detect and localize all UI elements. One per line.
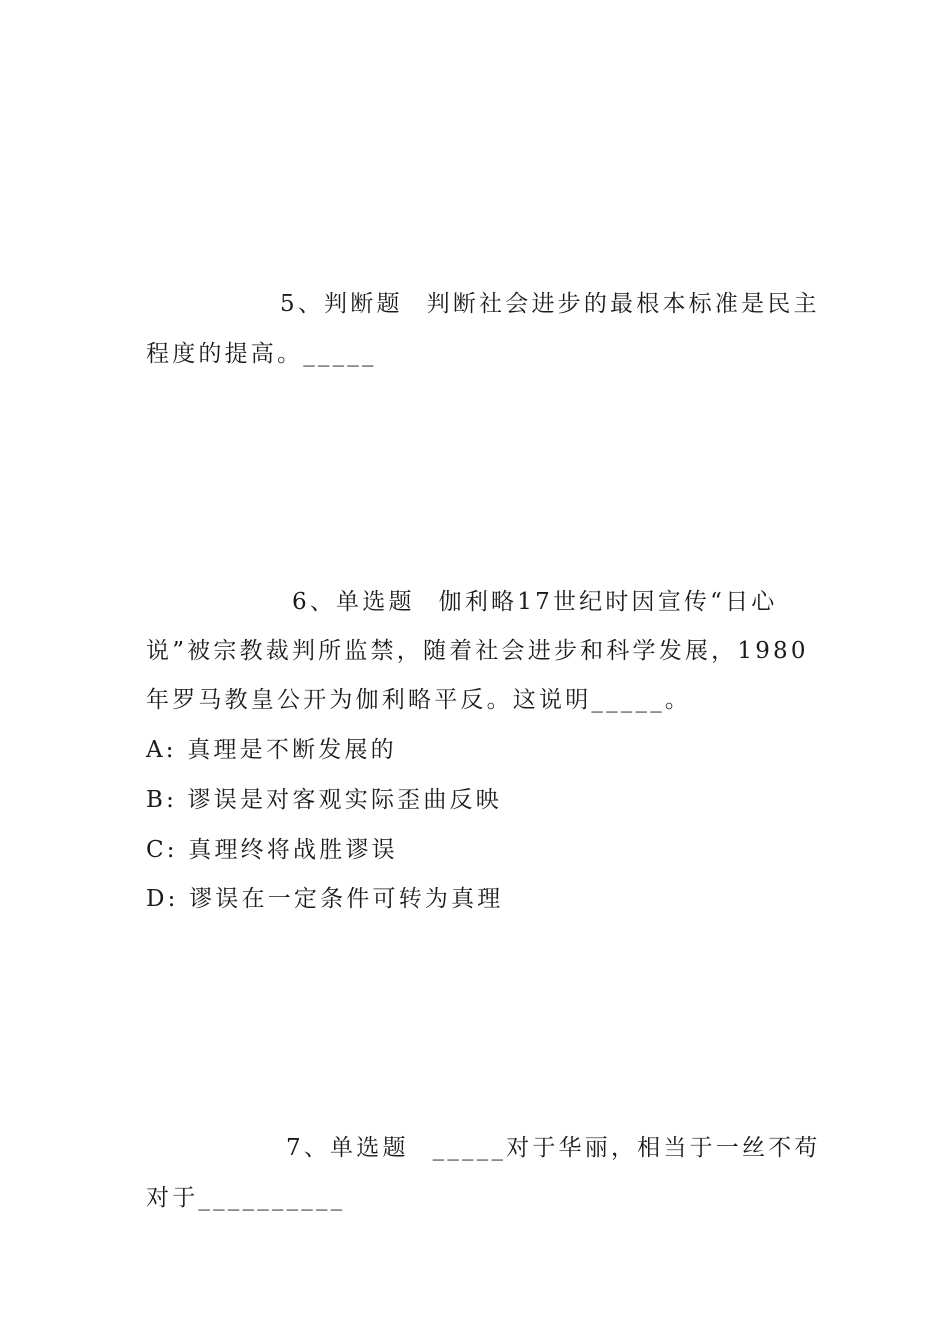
option-a: A: 真理是不断发展的: [146, 737, 397, 763]
question-5-line-1: [280, 290, 820, 318]
question-6-line-1: [292, 588, 777, 616]
question-text: 伽利略17世纪时因宣传“日心: [438, 589, 778, 615]
question-7-line-1: [286, 1134, 821, 1162]
question-type: 单选题: [336, 589, 415, 615]
question-number: 6、: [292, 589, 337, 615]
question-text: 判断社会进步的最根本标准是民主: [426, 291, 820, 317]
question-5-line-2: 程度的提高。_____: [146, 341, 377, 367]
option-b: B: 谬误是对客观实际歪曲反映: [146, 787, 502, 813]
question-text: _____对于华丽，相当于一丝不苟: [432, 1135, 821, 1161]
question-7-line-2: 对于__________: [146, 1185, 346, 1211]
option-c: C: 真理终将战胜谬误: [146, 837, 398, 863]
question-number: 5、: [280, 291, 325, 317]
question-type: 判断题: [324, 291, 403, 317]
question-number: 7、: [286, 1135, 331, 1161]
question-6-line-2: 说”被宗教裁判所监禁，随着社会进步和科学发展，1980: [146, 638, 809, 664]
option-d: D: 谬误在一定条件可转为真理: [146, 886, 504, 912]
question-type: 单选题: [330, 1135, 409, 1161]
question-6-line-3: 年罗马教皇公开为伽利略平反。这说明_____。: [146, 687, 692, 713]
